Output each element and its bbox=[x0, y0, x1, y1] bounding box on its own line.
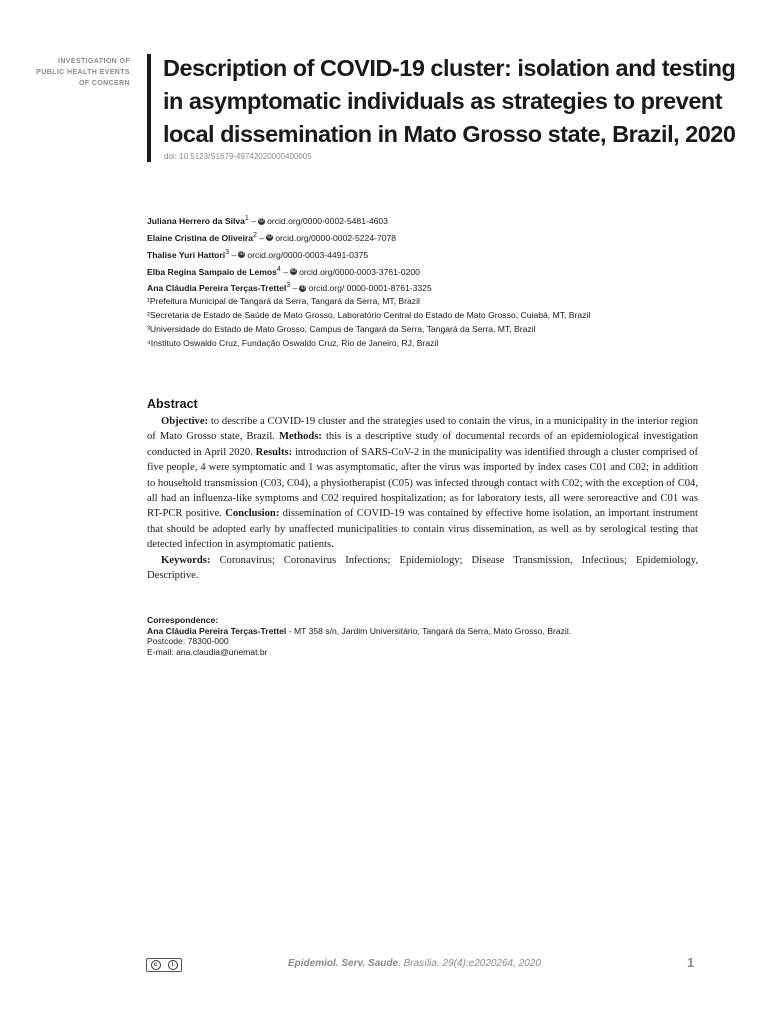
footer-citation bbox=[288, 958, 541, 969]
objective-label: Objective: bbox=[161, 416, 209, 427]
correspondence-address: - MT 358 s/n, Jardim Universitário, Tangará da Serra, Mato Grosso, Brazil. bbox=[286, 625, 572, 636]
abstract-paragraph bbox=[147, 414, 698, 553]
author-affiliation-sup: 3 bbox=[286, 281, 291, 290]
author-name: Thalise Yuri Hattori bbox=[147, 249, 226, 260]
cc-icon: c bbox=[151, 960, 161, 970]
orcid-icon: iD bbox=[291, 268, 296, 275]
affiliation: ³Universidade do Estado de Mato Grosso, Campus de Tangará da Serra, Tangará da Serra, MT, Brazil bbox=[147, 324, 536, 334]
section-label-line: INVESTIGATION OF bbox=[58, 58, 130, 65]
correspondence-email[interactable]: E-mail: ana.claudia@unemat.br bbox=[147, 646, 268, 657]
title-accent-bar bbox=[147, 54, 151, 162]
author-affiliation-sup: 1 bbox=[244, 214, 249, 222]
section-label-line: OF CONCERN bbox=[78, 80, 130, 87]
correspondence-block bbox=[147, 615, 707, 657]
section-label bbox=[30, 56, 130, 89]
orcid-link[interactable]: orcid.org/0000-0003-3761-0200 bbox=[299, 266, 420, 277]
citation-details: , Brasília, 29(4):e2020264, 2020 bbox=[398, 958, 541, 969]
results-text: introduction of SARS-CoV-2 in the municipality was identified through a cluster comprised of five people, 4 were symptomatic and 1 was asymptomatic, after the virus was imported by index cases C01 and C02; in addition to household transmission (C03, C04), a physiotherapist (C05) was infected through contact with C02; with the exception of C04, all had an influenza-like symptoms and C02 required hospitalization; as for laboratory tests, all were seroreactive and C01 was RT-PCR positive. bbox=[147, 446, 698, 520]
keywords-label: Keywords: bbox=[161, 554, 211, 566]
orcid-link[interactable]: orcid.org/0000-0002-5481-4603 bbox=[267, 215, 388, 226]
page-number: 1 bbox=[687, 955, 695, 970]
author-affiliation-sup: 3 bbox=[225, 247, 230, 256]
affiliation: ²Secretaria de Estado de Saúde de Mato Grosso, Laboratório Central do Estado de Mato Grosso, Cuiabá, MT, Brazil bbox=[147, 310, 591, 320]
author-affiliation-sup: 4 bbox=[276, 264, 281, 273]
keywords-paragraph bbox=[147, 553, 698, 584]
author-entry: Thalise Yuri Hattori$^3$ – iD orcid.org/0000-0003-4491-0375 bbox=[147, 247, 369, 260]
author-list bbox=[147, 211, 707, 295]
doi: doi: 10.5123/S1679-49742020000400005 bbox=[164, 152, 312, 161]
by-icon: i bbox=[168, 960, 178, 970]
orcid-icon: iD bbox=[300, 285, 306, 292]
orcid-icon: iD bbox=[259, 217, 264, 224]
section-label-line: PUBLIC HEALTH EVENTS bbox=[36, 69, 130, 76]
keywords-text: Coronavirus; Coronavirus Infections; Epidemiology; Disease Transmission, Infectious; Epidemiology, Descriptive. bbox=[147, 554, 698, 582]
author-entry: Juliana Herrero da Silva$^1$ – iD orcid.org/0000-0002-5481-4603 bbox=[147, 214, 388, 226]
methods-text: this is a descriptive study of documental records of an epidemiological investigation conducted in April 2020. bbox=[147, 431, 698, 458]
abstract-body bbox=[147, 414, 698, 583]
author-entry: Elaine Cristina de Oliveira$^2$ – iD orcid.org/0000-0002-5224-7078 bbox=[147, 230, 397, 243]
journal-name: Epidemiol. Serv. Saude bbox=[288, 958, 399, 969]
author-entry: Elba Regina Sampaio de Lemos$^4$ – iD orcid.org/0000-0003-3761-0200 bbox=[147, 264, 420, 277]
creative-commons-by-icon[interactable] bbox=[146, 958, 182, 972]
orcid-link[interactable]: orcid.org/ 0000-0001-8761-3325 bbox=[308, 283, 432, 294]
orcid-icon: iD bbox=[267, 234, 273, 241]
affiliation: ⁴Instituto Oswaldo Cruz, Fundação Oswaldo Cruz, Rio de Janeiro, RJ, Brazil bbox=[147, 338, 439, 348]
author-name: Juliana Herrero da Silva bbox=[147, 215, 245, 226]
correspondence-address-line bbox=[147, 626, 707, 637]
results-label: Results: bbox=[255, 446, 293, 458]
author-name: Elaine Cristina de Oliveira bbox=[147, 232, 254, 243]
correspondence-postcode: Postcode: 78300-000 bbox=[147, 636, 229, 646]
author-name: Elba Regina Sampaio de Lemos bbox=[147, 266, 277, 277]
objective-text: to describe a COVID-19 cluster and the strategies used to contain the virus, in a municipality in the interior region of Mato Grosso state, Brazil. bbox=[147, 416, 698, 443]
affiliation-list bbox=[147, 294, 747, 350]
methods-label: Methods: bbox=[278, 431, 322, 443]
author-name: Ana Cláudia Pereira Terças-Trettel bbox=[147, 283, 287, 294]
orcid-link[interactable]: orcid.org/0000-0002-5224-7078 bbox=[275, 232, 397, 243]
correspondence-heading: Correspondence: bbox=[147, 615, 219, 625]
author-entry: Ana Cláudia Pereira Terças-Trettel$^3$ – iD orcid.org/ 0000-0001-8761-3325 bbox=[147, 281, 432, 294]
affiliation: ¹Prefeitura Municipal de Tangará da Serra, Tangará da Serra, MT, Brazil bbox=[147, 296, 420, 306]
correspondence-name: Ana Cláudia Pereira Terças-Trettel bbox=[147, 625, 287, 636]
author-affiliation-sup: 2 bbox=[253, 230, 258, 239]
orcid-icon: iD bbox=[239, 251, 245, 258]
orcid-link[interactable]: orcid.org/0000-0003-4491-0375 bbox=[247, 249, 369, 260]
conclusion-label: Conclusion: bbox=[225, 508, 280, 520]
conclusion-text: dissemination of COVID-19 was contained by effective home isolation, an important instrument that should be adopted early by unaffected municipalities to contain virus dissemination, as well as by serological testing that detected infection in asymptomatic patients. bbox=[147, 508, 698, 551]
article-title: Description of COVID-19 cluster: isolation and testing in asymptomatic individuals as strategies to prevent local dissemination in Mato Grosso state, Brazil, 2020 bbox=[163, 55, 736, 147]
abstract-heading: Abstract bbox=[147, 397, 198, 411]
